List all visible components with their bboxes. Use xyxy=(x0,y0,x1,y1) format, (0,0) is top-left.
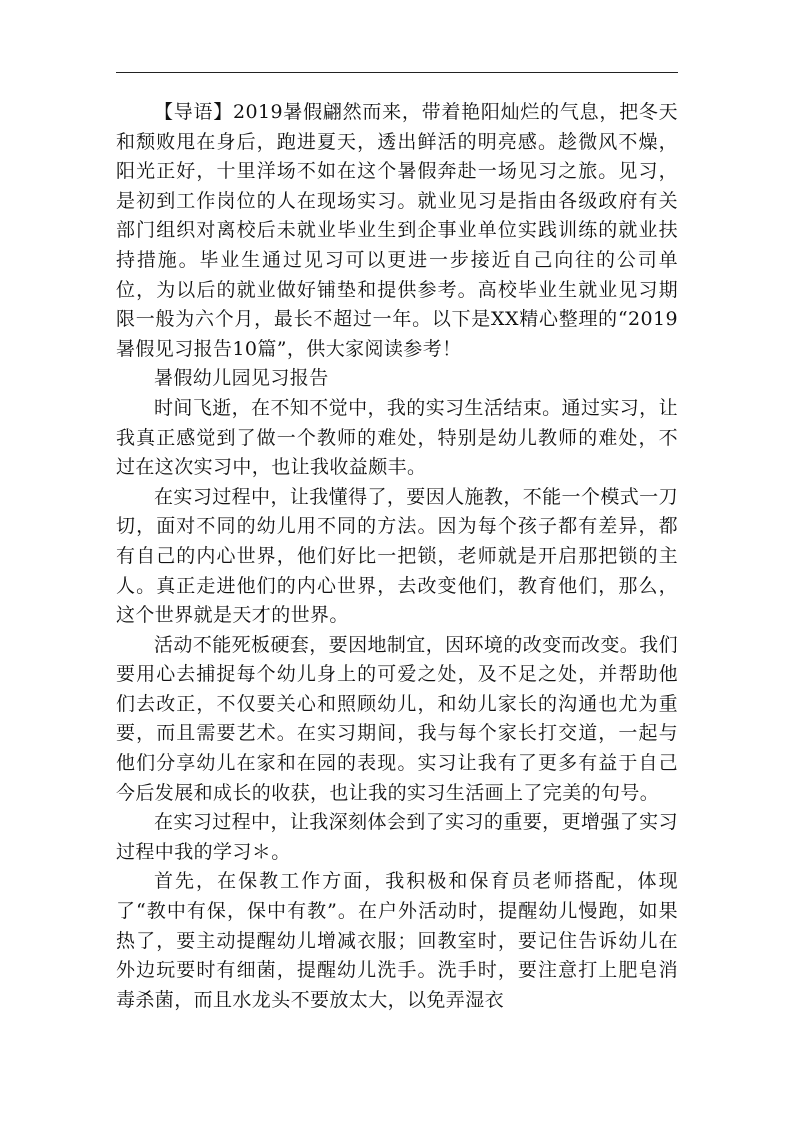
body-paragraph-2: 在实习过程中，让我懂得了，要因人施教，不能一个模式一刀切，面对不同的幼儿用不同的方法。因为每个孩子都有差异，都有自己的内心世界，他们好比一把锁，老师就是开启那把锁的主人。真正走进他们的内心世界，去改变他们，教育他们，那么，这个世界就是天才的世界。 xyxy=(116,485,678,627)
body-paragraph-3: 活动不能死板硬套，要因地制宜，因环境的改变而改变。我们要用心去捕捉每个幼儿身上的可爱之处，及不足之处，并帮助他们去改正，不仅要关心和照顾幼儿，和幼儿家长的沟通也尤为重要，而且需要艺术。在实习期间，我与每个家长打交道，一起与他们分享幼儿在家和在园的表现。实习让我有了更多有益于自己今后发展和成长的收获，也让我的实习生活画上了完美的句号。 xyxy=(116,633,678,804)
body-paragraph-1: 时间飞逝，在不知不觉中，我的实习生活结束。通过实习，让我真正感觉到了做一个教师的难处，特别是幼儿教师的难处，不过在这次实习中，也让我收益颇丰。 xyxy=(116,396,678,479)
intro-paragraph: 【导语】2019暑假翩然而来，带着艳阳灿烂的气息，把冬天和颓败甩在身后，跑进夏天，透出鲜活的明亮感。趁微风不燥，阳光正好，十里洋场不如在这个暑假奔赴一场见习之旅。见习，是初到工作岗位的人在现场实习。就业见习是指由各级政府有关部门组织对离校后未就业毕业生到企事业单位实践训练的就业扶持措施。毕业生通过见习可以更进一步接近自己向往的公司单位，为以后的就业做好铺垫和提供参考。高校毕业生就业见习期限一般为六个月，最长不超过一年。以下是XX精心整理的“2019暑假见习报告10篇”，供大家阅读参考！ xyxy=(116,101,678,360)
header-rule xyxy=(116,72,678,73)
document-body xyxy=(116,98,678,1015)
body-paragraph-5: 首先，在保教工作方面，我积极和保育员老师搭配，体现了“教中有保，保中有教”。在户外活动时，提醒幼儿慢跑，如果热了，要主动提醒幼儿增减衣服；回教室时，要记住告诉幼儿在外边玩要时有细菌，提醒幼儿洗手。洗手时，要注意打上肥皂消毒杀菌，而且水龙头不要放太大，以免弄湿衣 xyxy=(116,870,678,1011)
body-paragraph-4: 在实习过程中，让我深刻体会到了实习的重要，更增强了实习过程中我的学习＊。 xyxy=(116,811,678,863)
section-title: 暑假幼儿园见习报告 xyxy=(154,367,329,390)
